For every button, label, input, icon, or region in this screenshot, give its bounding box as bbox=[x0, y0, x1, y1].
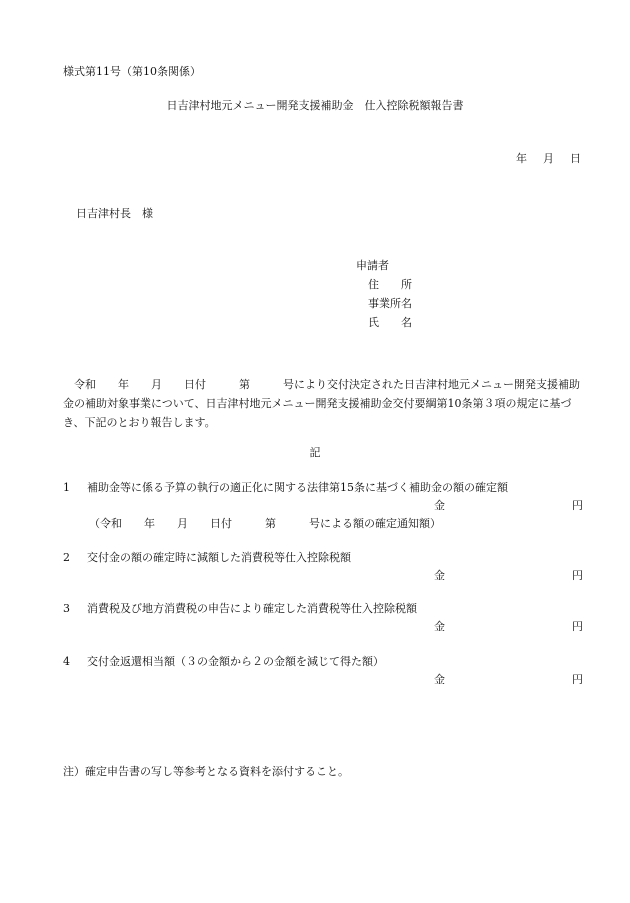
amount-yen-label: 円 bbox=[572, 620, 583, 633]
amount-yen-label: 円 bbox=[572, 499, 583, 512]
addressee: 日吉津村長 様 bbox=[76, 207, 153, 220]
amount-kin-label: 金 bbox=[434, 620, 445, 633]
amount-kin-label: 金 bbox=[434, 499, 445, 512]
item-heading bbox=[63, 552, 351, 563]
applicant-name-label: 氏 名 bbox=[368, 316, 412, 329]
applicant-office-label: 事業所名 bbox=[368, 297, 412, 310]
item-label: 補助金等に係る予算の執行の適正化に関する法律第15条に基づく補助金の額の確定額 bbox=[87, 481, 508, 494]
date-line bbox=[516, 153, 581, 164]
date-year: 年 bbox=[516, 152, 527, 165]
amount-yen-label: 円 bbox=[572, 673, 583, 686]
amount-kin-label: 金 bbox=[434, 673, 445, 686]
date-day: 日 bbox=[570, 152, 581, 165]
report-body-text: 令和 年 月 日付 第 号により交付決定された日吉津村地元メニュー開発支援補助金の補助対象事業について、日吉津村地元メニュー開発支援補助金交付要綱第10条第３項の規定に基づき、下記のとおり報告します。 bbox=[63, 378, 580, 429]
amount-kin-label: 金 bbox=[434, 569, 445, 582]
applicant-heading: 申請者 bbox=[356, 259, 389, 272]
applicant-block bbox=[356, 260, 412, 336]
form-number: 様式第11号（第10条関係） bbox=[63, 65, 201, 78]
item-number: 1 bbox=[63, 481, 70, 494]
amount-yen-label: 円 bbox=[572, 569, 583, 582]
item-heading bbox=[63, 603, 417, 614]
date-month: 月 bbox=[543, 152, 554, 165]
item-sub-note: （令和 年 月 日付 第 号による額の確定通知額） bbox=[89, 517, 441, 530]
item-number: 4 bbox=[63, 655, 70, 668]
ki-heading: 記 bbox=[309, 446, 321, 459]
document-title: 日吉津村地元メニュー開発支援補助金 仕入控除税額報告書 bbox=[166, 99, 464, 112]
item-label: 交付金の額の確定時に減額した消費税等仕入控除税額 bbox=[87, 551, 351, 564]
item-label: 交付金返還相当額（３の金額から２の金額を減じて得た額） bbox=[87, 655, 384, 668]
item-heading bbox=[63, 656, 384, 667]
item-label: 消費税及び地方消費税の申告により確定した消費税等仕入控除税額 bbox=[87, 602, 417, 615]
item-heading bbox=[63, 482, 508, 493]
item-number: 3 bbox=[63, 602, 70, 615]
applicant-address-label: 住 所 bbox=[368, 278, 412, 291]
item-number: 2 bbox=[63, 551, 70, 564]
footnote: 注）確定申告書の写し等参考となる資料を添付すること。 bbox=[63, 765, 349, 778]
